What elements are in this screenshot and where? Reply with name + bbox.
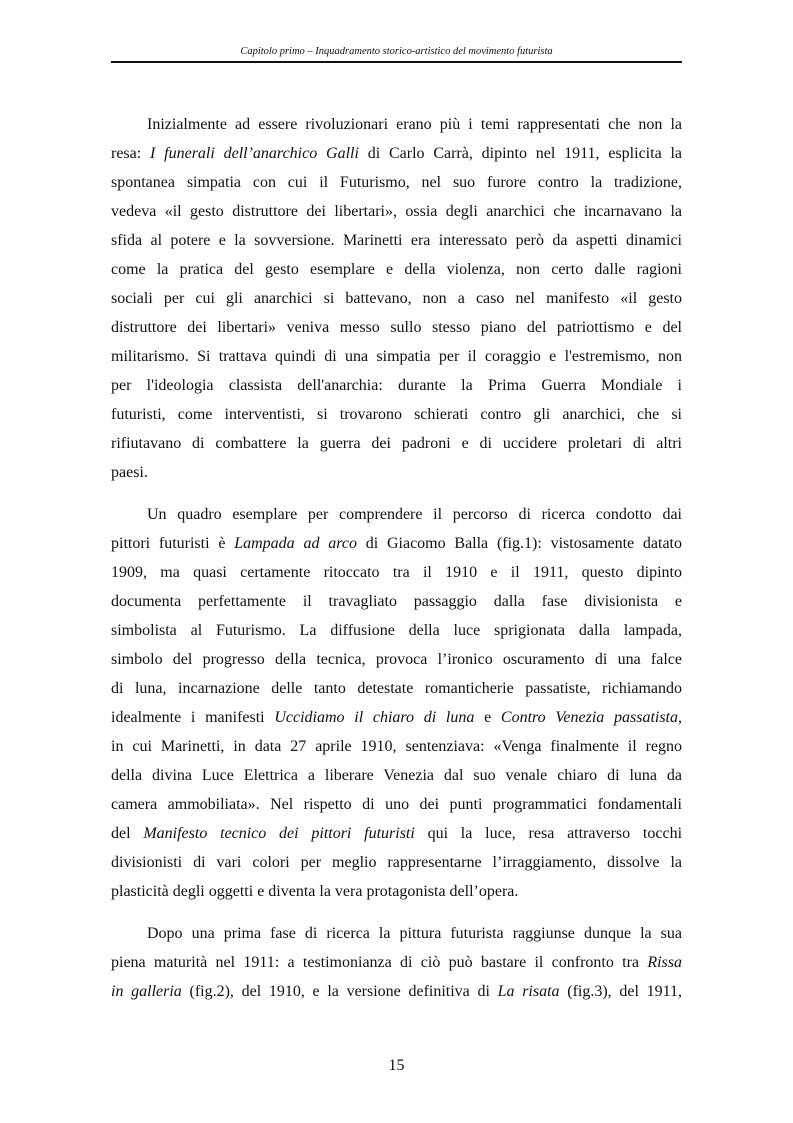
artwork-title: La risata: [497, 983, 560, 1000]
paragraph-1-line: rifiutavano di combattere la guerra dei padroni e di uccidere proletari di altri: [111, 435, 682, 452]
page-number: 15: [388, 1057, 405, 1074]
paragraph-2-line: idealmente i manifesti Uccidiamo il chiaro di luna e Contro Venezia passatista,: [111, 709, 682, 726]
artwork-title: Rissa: [647, 954, 682, 971]
paragraph-1-line: Inizialmente ad essere rivoluzionari erano più i temi rappresentati che non la: [147, 116, 682, 133]
artwork-title: in galleria: [111, 983, 182, 1000]
paragraph-2-line: di luna, incarnazione delle tanto detestate romanticherie passatiste, richiamando: [111, 680, 682, 697]
running-header: Capitolo primo – Inquadramento storico-artistico del movimento futurista: [240, 46, 553, 57]
paragraph-3-line: in galleria (fig.2), del 1910, e la versione definitiva di La risata (fig.3), del 1911,: [111, 983, 682, 1000]
artwork-title: Lampada ad arco: [234, 535, 357, 552]
paragraph-2-line: documenta perfettamente il travagliato passaggio dalla fase divisionista e: [111, 593, 682, 610]
artwork-title: I funerali dell’anarchico Galli: [150, 145, 359, 162]
paragraph-2-line: plasticità degli oggetti e diventa la vera protagonista dell’opera.: [111, 883, 519, 900]
paragraph-3-line: Dopo una prima fase di ricerca la pittura futurista raggiunse dunque la sua: [147, 925, 682, 942]
paragraph-1-line: sociali per cui gli anarchici si battevano, non a caso nel manifesto «il gesto: [111, 290, 682, 307]
paragraph-2-line: camera ammobiliata». Nel rispetto di uno dei punti programmatici fondamentali: [111, 796, 682, 813]
paragraph-1-line: per l'ideologia classista dell'anarchia: durante la Prima Guerra Mondiale i: [111, 377, 682, 394]
paragraph-2-line: simbolo del progresso della tecnica, provoca l’ironico oscuramento di una falce: [111, 651, 682, 668]
paragraph-3-line: piena maturità nel 1911: a testimonianza di ciò può bastare il confronto tra Rissa: [111, 954, 682, 971]
paragraph-1-line: resa: I funerali dell’anarchico Galli di Carlo Carrà, dipinto nel 1911, esplicita la: [111, 145, 683, 162]
paragraph-1-line: spontanea simpatia con cui il Futurismo, nel suo furore contro la tradizione,: [111, 174, 682, 191]
manifesto-title: Uccidiamo il chiaro di luna: [274, 709, 475, 726]
manifesto-title: Contro Venezia passatista: [500, 709, 678, 726]
paragraph-2-line: pittori futuristi è Lampada ad arco di Giacomo Balla (fig.1): vistosamente datato: [111, 535, 683, 552]
paragraph-1-line: paesi.: [111, 464, 148, 481]
paragraph-1-line: distruttore dei libertari» veniva messo sullo stesso piano del patriottismo e del: [111, 319, 682, 336]
manifesto-title: Manifesto tecnico dei pittori futuristi: [143, 825, 415, 842]
paragraph-1-line: sfida al potere e la sovversione. Marinetti era interessato però da aspetti dinamici: [111, 232, 682, 249]
paragraph-2-line: Un quadro esemplare per comprendere il percorso di ricerca condotto dai: [147, 506, 682, 523]
paragraph-2-line: del Manifesto tecnico dei pittori futuristi qui la luce, resa attraverso tocchi: [111, 825, 683, 842]
paragraph-2-line: divisionisti di vari colori per meglio rappresentarne l’irraggiamento, dissolve la: [111, 854, 682, 871]
paragraph-1-line: come la pratica del gesto esemplare e della violenza, non certo dalle ragioni: [111, 261, 682, 278]
paragraph-1-line: vedeva «il gesto distruttore dei libertari», ossia degli anarchici che incarnavano la: [111, 203, 682, 220]
paragraph-1-line: militarismo. Si trattava quindi di una simpatia per il coraggio e l'estremismo, non: [111, 348, 682, 365]
paragraph-2-line: simbolista al Futurismo. La diffusione della luce sprigionata dalla lampada,: [111, 622, 682, 639]
paragraph-2-line: 1909, ma quasi certamente ritoccato tra il 1910 e il 1911, questo dipinto: [111, 564, 682, 581]
paragraph-2-line: della divina Luce Elettrica a liberare Venezia dal suo venale chiaro di luna da: [111, 767, 682, 784]
header-rule: [111, 61, 682, 63]
paragraph-2-line: in cui Marinetti, in data 27 aprile 1910, sentenziava: «Venga finalmente il regno: [111, 738, 682, 755]
paragraph-1-line: futuristi, come interventisti, si trovarono schierati contro gli anarchici, che si: [111, 406, 682, 423]
